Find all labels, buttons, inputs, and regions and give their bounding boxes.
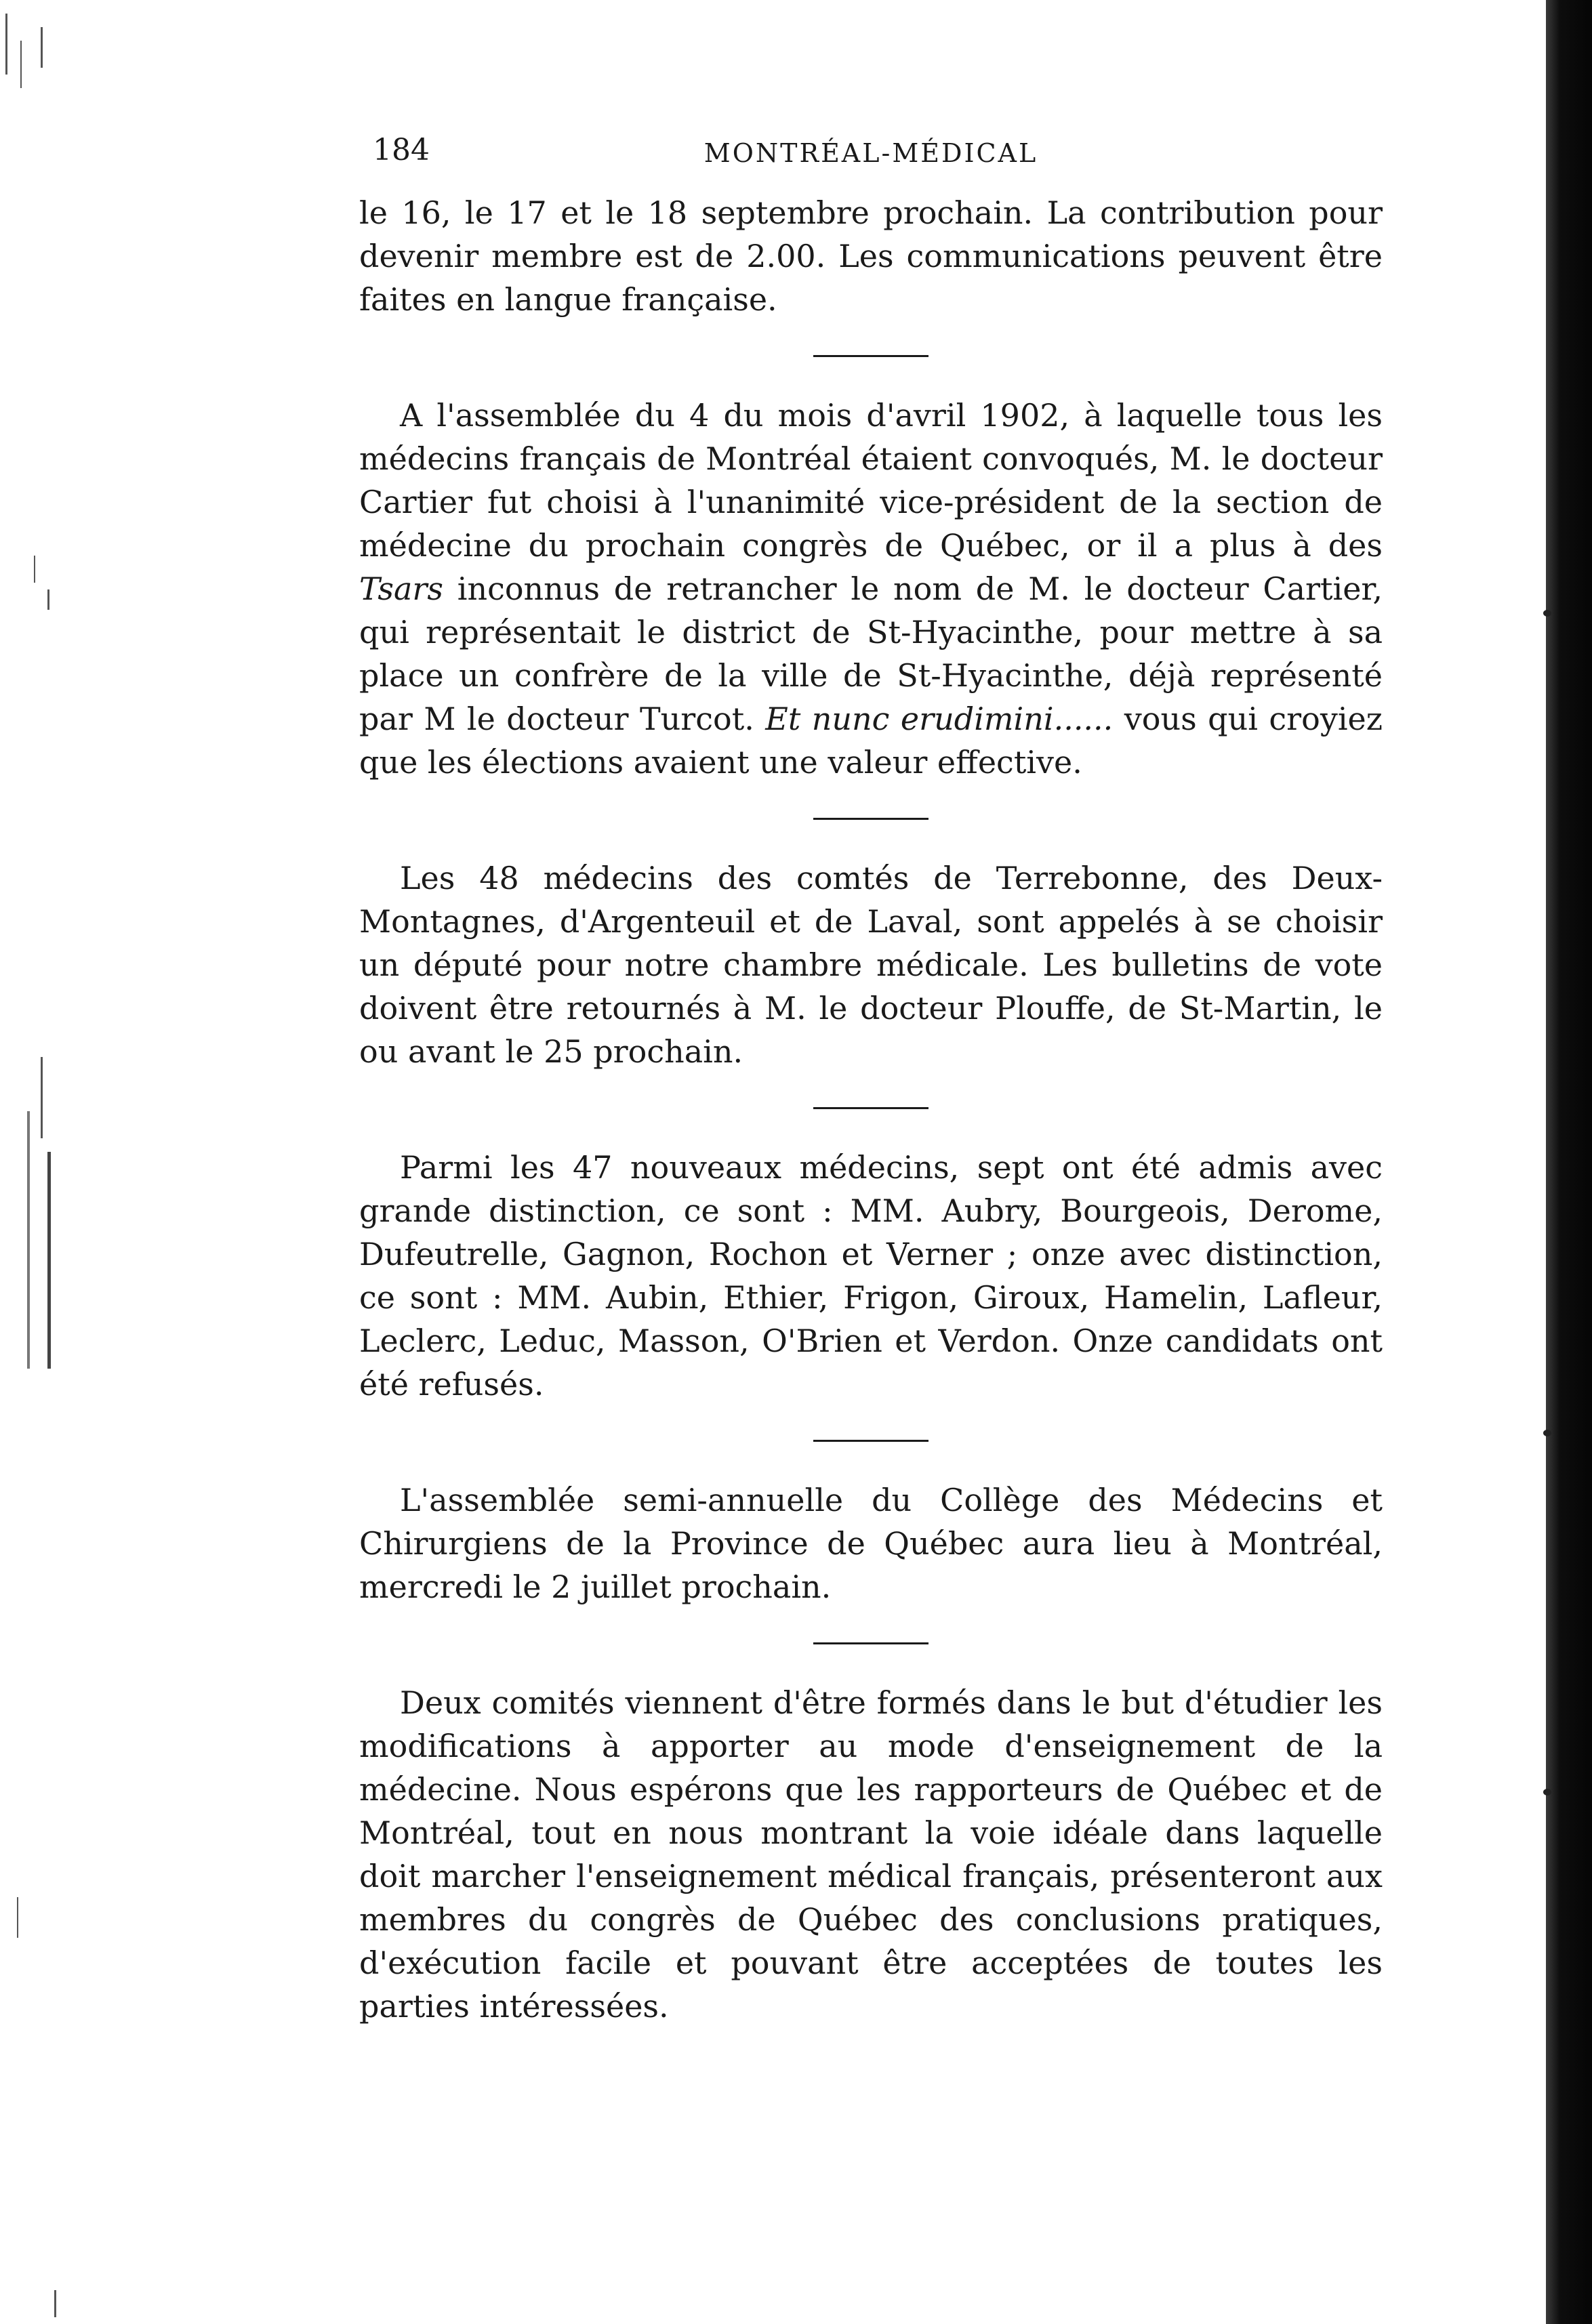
section-divider [813, 355, 928, 357]
section-divider [813, 1107, 928, 1109]
italic-text: Et nunc erudimini...... [765, 701, 1114, 737]
journal-title: MONTRÉAL-MÉDICAL [703, 138, 1038, 168]
paragraph-text: inconnus de retrancher le nom de M. le docteur Cartier, qui représentait le district de St-Hyacinthe, pour mettre à sa place un confrère de la ville de St-Hyacinthe, déjà représenté par M le docteur Turcot. [359, 570, 1383, 737]
paragraph-new-physicians: Parmi les 47 nouveaux médecins, sept ont été admis avec grande distinction, ce sont : MM. Aubry, Bourgeois, Derome, Dufeutrelle, Gagnon, Rochon et Verner ; onze avec distinction, ce sont : MM. Aubin, Ethier, Frigon, Giroux, Hamelin, Lafleur, Leclerc, Leduc, Masson, O'Brien et Verdon. Onze candidats ont été refusés. [359, 1149, 1383, 1403]
page-content [359, 129, 1383, 2028]
paragraph-congress-contribution: le 16, le 17 et le 18 septembre prochain. La contribution pour devenir membre est de 2.00. Les communications peuvent être faites en langue française. [359, 194, 1383, 318]
page-number: 184 [373, 133, 430, 167]
paragraph-college-assembly: L'assemblée semi-annuelle du Collège des Médecins et Chirurgiens de la Province de Québec aura lieu à Montréal, mercredi le 2 juillet prochain. [359, 1482, 1383, 1605]
binding-edge [1546, 0, 1592, 2324]
paragraph-deputy-vote: Les 48 médecins des comtés de Terrebonne, des Deux-Montagnes, d'Argenteuil et de Laval, sont appelés à se choisir un député pour notre chambre médicale. Les bulletins de vote doivent être retournés à M. le docteur Plouffe, de St-Martin, le ou avant le 25 prochain. [359, 860, 1383, 1070]
section-divider [813, 818, 928, 820]
paragraph-teaching-committees: Deux comités viennent d'être formés dans le but d'étudier les modifications à apporter au mode d'enseignement de la médecine. Nous espérons que les rapporteurs de Québec et de Montréal, tout en nous montrant la voie idéale dans laquelle doit marcher l'enseignement médical français, présenteront aux membres du congrès de Québec des conclusions pratiques, d'exécution facile et pouvant être acceptées de toutes les parties intéressées. [359, 1684, 1383, 2025]
italic-text: Tsars [359, 570, 443, 607]
paragraph-cartier-election [359, 394, 1383, 784]
section-divider [813, 1440, 928, 1442]
scan-margin-noise [0, 0, 75, 2324]
running-head [359, 129, 1383, 176]
section-divider [813, 1642, 928, 1644]
paragraph-text: A l'assemblée du 4 du mois d'avril 1902, à laquelle tous les médecins français de Montréal étaient convoqués, M. le docteur Cartier fut choisi à l'unanimité vice-président de la section de médecine du prochain congrès de Québec, or il a plus à des [359, 397, 1383, 564]
paragraph-text: vous qui croyiez que les élections avaient une valeur effective. [359, 701, 1383, 781]
